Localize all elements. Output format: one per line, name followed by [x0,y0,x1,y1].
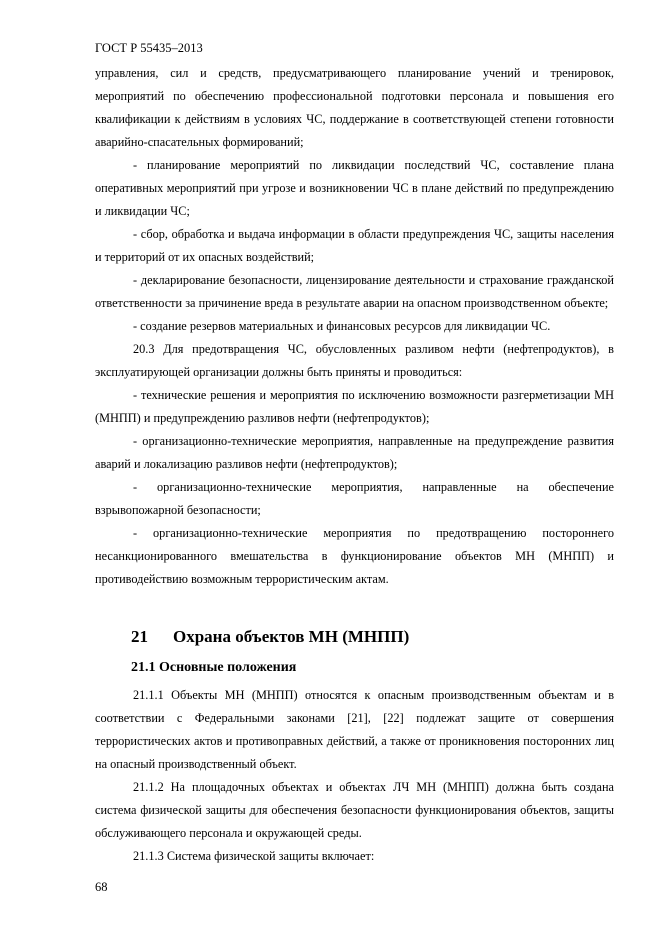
list-item: - организационно-технические мероприятия по предотвращению постороннего несанкционированного вмешательства в функционирование объектов МН (МНПП) и противодействию возможным террористическим актам. [95,526,614,586]
list-item: - планирование мероприятий по ликвидации последствий ЧС, составление плана оперативных мероприятий при угрозе и возникновении ЧС в плане действий по предупреждению и ликвидации ЧС; [95,158,614,218]
paragraph: управления, сил и средств, предусматривающего планирование учений и тренировок, мероприятий по обеспечению профессиональной подготовки персонала и повышения его квалификации к действиям в условиях ЧС, поддержание в соответствующей степени готовности аварийно-спасательных формирований; [95,66,614,149]
list-item: - создание резервов материальных и финансовых ресурсов для ликвидации ЧС. [133,319,551,333]
section-title: Охрана объектов МН (МНПП) [173,627,410,646]
document-header: ГОСТ Р 55435–2013 [95,41,203,55]
section-number: 21 [131,627,148,646]
paragraph: 21.1.1 Объекты МН (МНПП) относятся к опасным производственным объектам и в соответствии с Федеральными законами [21], [22] подлежат защите от совершения террористических актов и противоправных действий, а также от проникновения посторонних лиц на опасный производственный объект. [95,688,614,771]
body-text-bottom [95,684,614,868]
list-item: - сбор, обработка и выдача информации в области предупреждения ЧС, защиты населения и территорий от их опасных воздействий; [95,227,614,264]
list-item: - организационно-технические мероприятия, направленные на предупреждение развития аварий и локализацию разливов нефти (нефтепродуктов); [95,434,614,471]
section-heading [131,627,409,647]
body-text-top [95,62,614,591]
paragraph: 21.1.2 На площадочных объектах и объектах ЛЧ МН (МНПП) должна быть создана система физической защиты для обеспечения безопасности функционирования объектов, защиты обслуживающего персонала и окружающей среды. [95,780,614,840]
paragraph: 20.3 Для предотвращения ЧС, обусловленных разливом нефти (нефтепродуктов), в эксплуатирующей организации должны быть приняты и проводиться: [95,342,614,379]
list-item: - организационно-технические мероприятия, направленные на обеспечение взрывопожарной безопасности; [95,480,614,517]
subsection-heading: 21.1 Основные положения [131,660,297,675]
list-item: - декларирование безопасности, лицензирование деятельности и страхование гражданской ответственности за причинение вреда в результате аварии на опасном производственном объекте; [95,273,614,310]
page-number: 68 [95,880,108,894]
paragraph: 21.1.3 Система физической защиты включает: [133,849,375,863]
list-item: - технические решения и мероприятия по исключению возможности разгерметизации МН (МНПП) и предупреждению разливов нефти (нефтепродуктов); [95,388,614,425]
